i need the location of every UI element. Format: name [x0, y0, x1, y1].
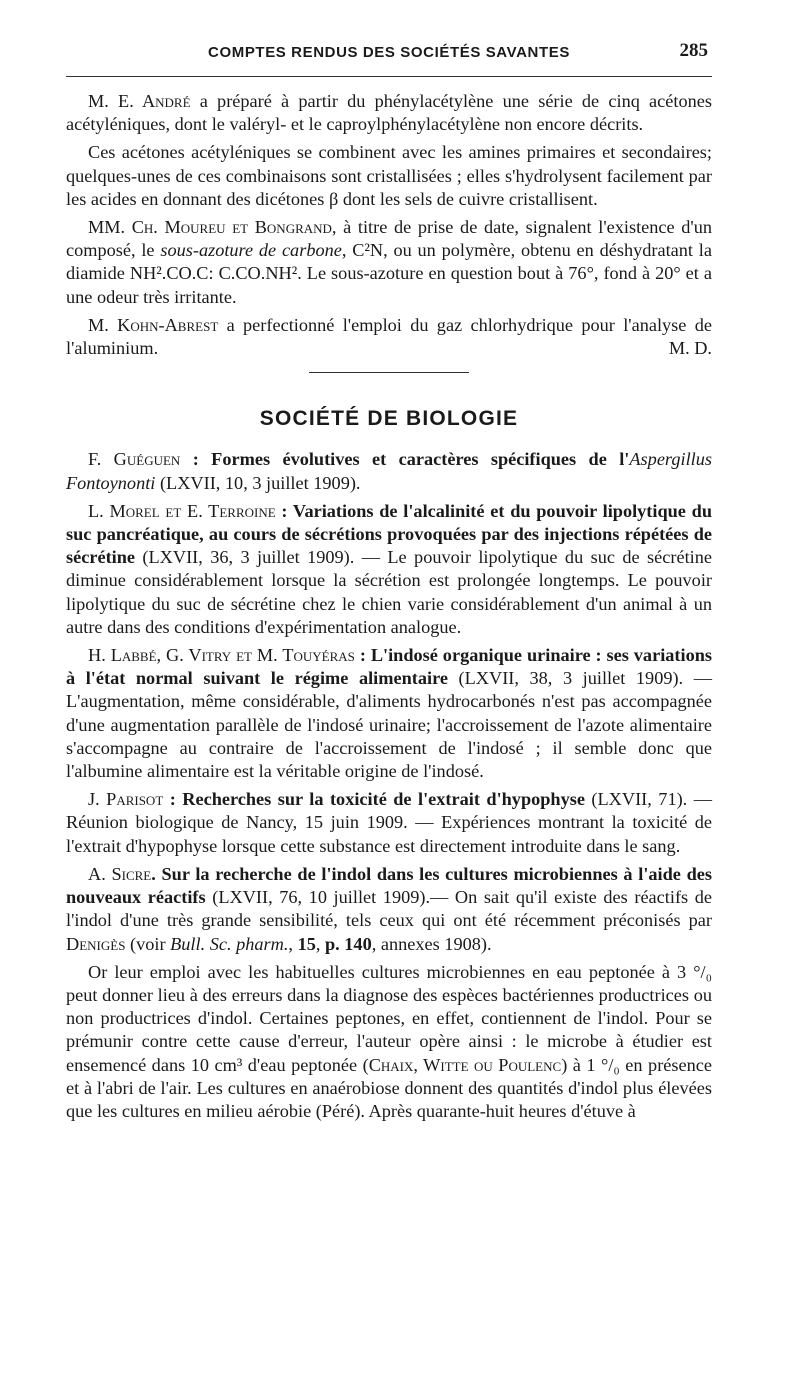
- entry-morel-terroine: [66, 500, 712, 639]
- entry-title: . Sur la recherche de l'indol dans les cultures microbiennes à l'aide des nouveaux réactifs: [66, 863, 712, 908]
- entry-text: (LXVII, 10, 3 juillet 1909).: [155, 472, 361, 493]
- paragraph-andre: [66, 90, 712, 136]
- author-name: M. E. André: [88, 91, 191, 111]
- signature: M. D.: [668, 338, 712, 359]
- entry-author: F. Guéguen: [88, 449, 181, 470]
- author-name: MM. Ch. Moureu et Bongrand: [88, 217, 332, 238]
- page-number: 285: [679, 40, 708, 61]
- entry-parisot: [66, 788, 712, 858]
- paragraph-indol-method: [66, 961, 712, 1123]
- entry-author: H. Labbé, G. Vitry et M. Touyéras: [88, 645, 355, 666]
- paragraph-text: Or leur emploi avec les habituelles cultures microbiennes en eau peptonée à 3 °/₀ peut donner lieu à des erreurs dans la diagnose des espèces bactériennes productrices ou non productrices d'indol. Certaines peptones, en effet, contiennent de l'indol. Pour se prémunir contre cette cause d'erreur, l'auteur opère ainsi : le microbe à étudier est ensemencé dans 10 cm³ d'eau peptonée (: [66, 961, 712, 1075]
- section-title: SOCIÉTÉ DE BIOLOGIE: [259, 407, 519, 431]
- entry-title: : Formes évolutives et caractères spécifiques de l': [180, 449, 630, 470]
- running-title: COMPTES RENDUS DES SOCIÉTÉS SAVANTES: [208, 44, 570, 61]
- header-rule: [66, 76, 712, 77]
- reference-page: p. 140: [324, 933, 372, 954]
- entry-author: A. Sicre: [88, 863, 152, 884]
- paragraph-text: Ces acétones acétyléniques se combinent avec les amines primaires et secondaires; quelques-unes de ces combinaisons sont cristallisées ; elles s'hydrolysent facilement par les acides en donnant des dicétones β dont les sels de cuivre cristallisent.: [66, 142, 712, 209]
- reference-volume: 15: [297, 933, 316, 954]
- entry-labbe: [66, 644, 712, 783]
- author-name: M. Kohn-Abrest: [88, 314, 219, 335]
- paragraph-text: a préparé à partir du phénylacétylène une série de cinq acétones acétyléniques, dont le valéryl- et le caproylphénylacétylène non encore décrits.: [66, 91, 712, 135]
- reference-author: Denigès: [66, 933, 126, 954]
- entry-title: : Recherches sur la toxicité de l'extrait d'hypophyse: [163, 789, 585, 810]
- entry-text: (LXVII, 38, 3 juillet 1909). — L'augmentation, même considérable, d'aliments hydrocarbonés n'est pas accompagnée d'une augmentation parallèle de l'indosé urinaire; l'accroissement de l'azote alimentaire s'accompagne au contraire de l'accroissement de l'indosé ; il semble donc que l'albumine alimentaire est la véritable origine de l'indosé.: [66, 668, 712, 782]
- entry-title-italic: Aspergillus Fontoynonti: [66, 449, 712, 493]
- entry-text: , annexes 1908).: [371, 933, 492, 954]
- entry-text: (LXVII, 76, 10 juillet 1909).— On sait qu'il existe des réactifs de l'indol d'une très grande sensibilité, tels ceux qui ont été récemment préconisés par: [66, 887, 712, 931]
- reference-journal: Bull. Sc. pharm.: [170, 933, 289, 954]
- entry-sicre: A. Sicre. Sur la recherche de l'indol dans les cultures microbiennes à l'aide des nouveaux réactifs (LXVII, 76, 10 juillet 1909).— On sait qu'il existe des réactifs de l'indol d'une très grande sensibilité, tels ceux qui ont été récemment préconisés par Denigès (voir Bull. Sc. pharm., 15, p. 140, annexes 1908).: [66, 863, 712, 954]
- section-divider: [309, 372, 469, 373]
- entry-gueguen: [66, 448, 712, 494]
- paragraph-acetones: [66, 141, 712, 211]
- paragraph-text: , C²N, ou un polymère, obtenu en déshydratant la diamide NH².CO.C: C.CO.NH². Le sous-azoture en question bout à 76°, fond à 20° et a une odeur très irritante.: [66, 240, 712, 307]
- peptone-brands: Chaix, Witte ou Poulenc: [368, 1054, 562, 1075]
- entry-author: L. Morel et E. Terroine: [88, 500, 276, 521]
- paragraph-text: , à titre de prise de date, signalent l'existence d'un composé, le: [66, 217, 713, 261]
- entry-author: J. Parisot: [88, 789, 164, 810]
- page-header: [66, 40, 712, 68]
- paragraph-text: ) à 1 °/₀ en présence et à l'abri de l'air. Les cultures en anaérobiose donnent des quantités d'indol plus élevées que les cultures en milieu aérobie (Péré). Après quarante-huit heures d'étuve à: [66, 1054, 712, 1121]
- entry-title: : L'indosé organique urinaire : ses variations à l'état normal suivant le régime alimentaire: [66, 645, 713, 689]
- italic-term: sous-azoture de carbone: [160, 240, 342, 261]
- entry-text: (voir: [125, 933, 171, 954]
- entry-text: (LXVII, 36, 3 juillet 1909). — Le pouvoir lipolytique du suc de sécrétine diminue considérablement lorsque la sécrétion est prolongée longtemps. Le pouvoir lipolytique du suc de sécrétine chez le chien varie considérablement d'un animal à un autre dans des conditions d'expérimentation analogue.: [66, 547, 712, 637]
- paragraph-kohn-abrest: [66, 314, 712, 360]
- paragraph-moureu: [66, 216, 712, 309]
- entry-title: : Variations de l'alcalinité et du pouvoir lipolytique du suc pancréatique, au cours de sécrétions provoquées par des injections répétées de sécrétine: [66, 500, 713, 568]
- page-body: [66, 90, 712, 1128]
- paragraph-text: a perfectionné l'emploi du gaz chlorhydrique pour l'analyse de l'aluminium.: [66, 314, 712, 359]
- entry-text: (LXVII, 71). — Réunion biologique de Nancy, 15 juin 1909. — Expériences montrant la toxicité de l'extrait d'hypophyse lorsque cette substance est directement introduite dans le sang.: [66, 789, 712, 856]
